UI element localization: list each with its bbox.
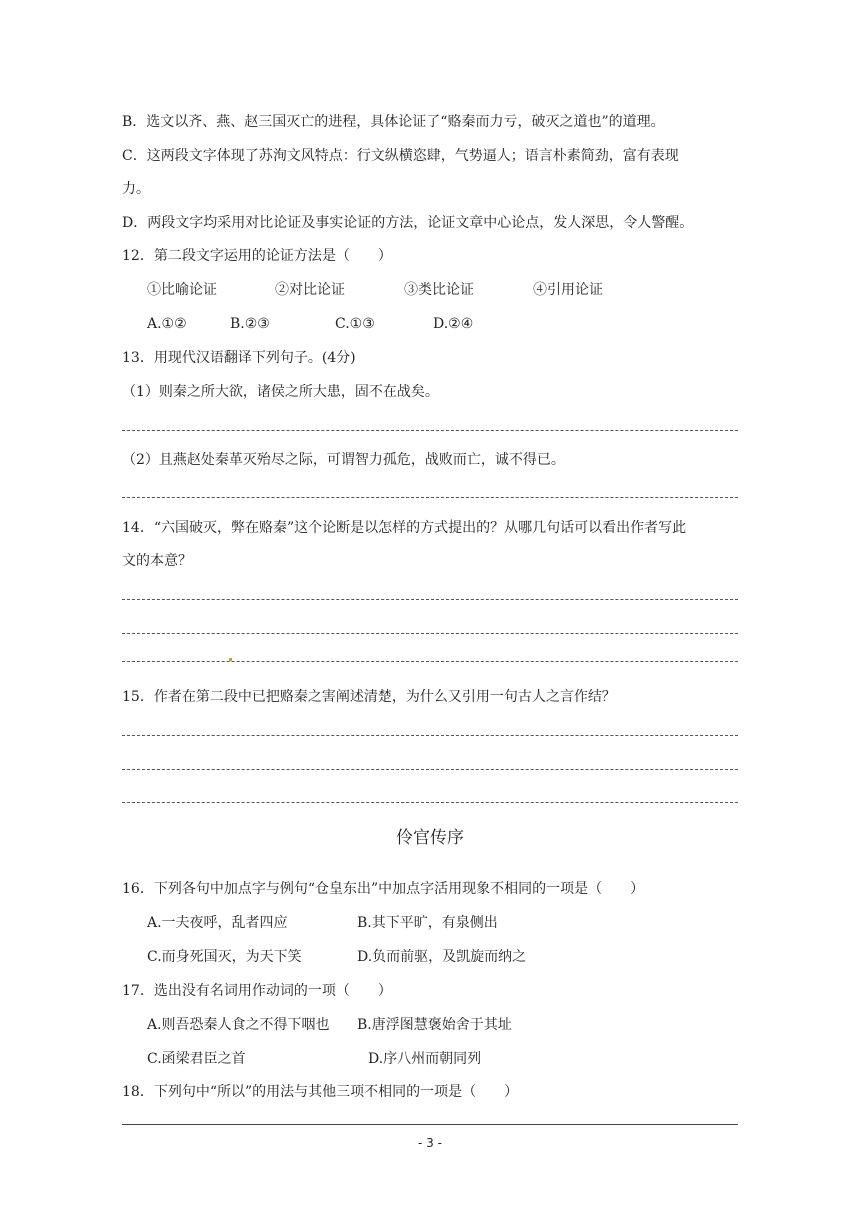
question-15: 15．作者在第二段中已把赂秦之害阐述清楚，为什么又引用一句古人之言作结？	[122, 689, 616, 705]
answer-line	[122, 661, 738, 662]
q17-option-d: D.序八州而朝同列	[368, 1051, 482, 1067]
q12-item-3: ③类比论证	[404, 282, 474, 298]
q17-option-b: B.唐浮图慧褒始舍于其址	[357, 1017, 512, 1033]
q12-item-4: ④引用论证	[533, 282, 603, 298]
answer-line	[122, 497, 738, 498]
q12-item-1: ①比喻论证	[147, 282, 217, 298]
answer-line	[122, 769, 738, 770]
q12-item-2: ②对比论证	[275, 282, 345, 298]
question-14-line1: 14．“六国破灭，弊在赂秦”这个论断是以怎样的方式提出的？从哪几句话可以看出作者写此	[122, 520, 687, 536]
question-13: 13．用现代汉语翻译下列句子。(4分)	[122, 350, 356, 366]
option-d: D．两段文字均采用对比论证及事实论证的方法，论证文章中心论点，发人深思，令人警醒。	[122, 215, 694, 231]
answer-line	[122, 633, 738, 634]
question-14-line2: 文的本意？	[122, 553, 192, 569]
answer-line	[122, 802, 738, 803]
q16-option-b: B.其下平旷，有泉侧出	[357, 915, 498, 931]
question-13-2: （2）且燕赵处秦革灭殆尽之际，可谓智力孤危，战败而亡，诚不得已。	[122, 452, 565, 468]
answer-line	[122, 430, 738, 431]
question-18: 18．下列句中“所以”的用法与其他三项不相同的一项是（ ）	[122, 1084, 519, 1100]
answer-line	[122, 735, 738, 736]
q17-option-a: A.则吾恐秦人食之不得下咽也	[147, 1017, 330, 1033]
q12-option-d: D.②④	[433, 316, 474, 332]
q16-option-d: D.负而前驱，及凯旋而纳之	[357, 949, 527, 965]
q16-option-a: A.一夫夜呼，乱者四应	[147, 915, 288, 931]
option-c-line1: C．这两段文字体现了苏洵文风特点：行文纵横恣肆，气势逼人；语言朴素简劲，富有表现	[122, 148, 679, 164]
option-b: B．选文以齐、燕、赵三国灭亡的进程，具体论证了“赂秦而力亏，破灭之道也”的道理。	[122, 114, 665, 130]
option-c-line2: 力。	[122, 181, 150, 197]
question-13-1: （1）则秦之所大欲，诸侯之所大患，固不在战矣。	[122, 384, 439, 400]
question-12: 12．第二段文字运用的论证方法是（ ）	[122, 248, 392, 264]
q12-option-b: B.②③	[230, 316, 270, 332]
stray-mark	[229, 658, 232, 661]
footer-rule	[122, 1124, 738, 1125]
page-number: - 3 -	[418, 1136, 442, 1150]
answer-line	[122, 599, 738, 600]
question-17: 17．选出没有名词用作动词的一项（ ）	[122, 983, 392, 999]
q16-option-c: C.而身死国灭，为天下笑	[147, 949, 302, 965]
section-title: 伶官传序	[396, 828, 464, 848]
q17-option-c: C.函梁君臣之首	[147, 1051, 246, 1067]
q12-option-c: C.①③	[335, 316, 375, 332]
question-16: 16．下列各句中加点字与例句“仓皇东出”中加点字活用现象不相同的一项是（ ）	[122, 881, 645, 897]
q12-option-a: A.①②	[147, 316, 187, 332]
